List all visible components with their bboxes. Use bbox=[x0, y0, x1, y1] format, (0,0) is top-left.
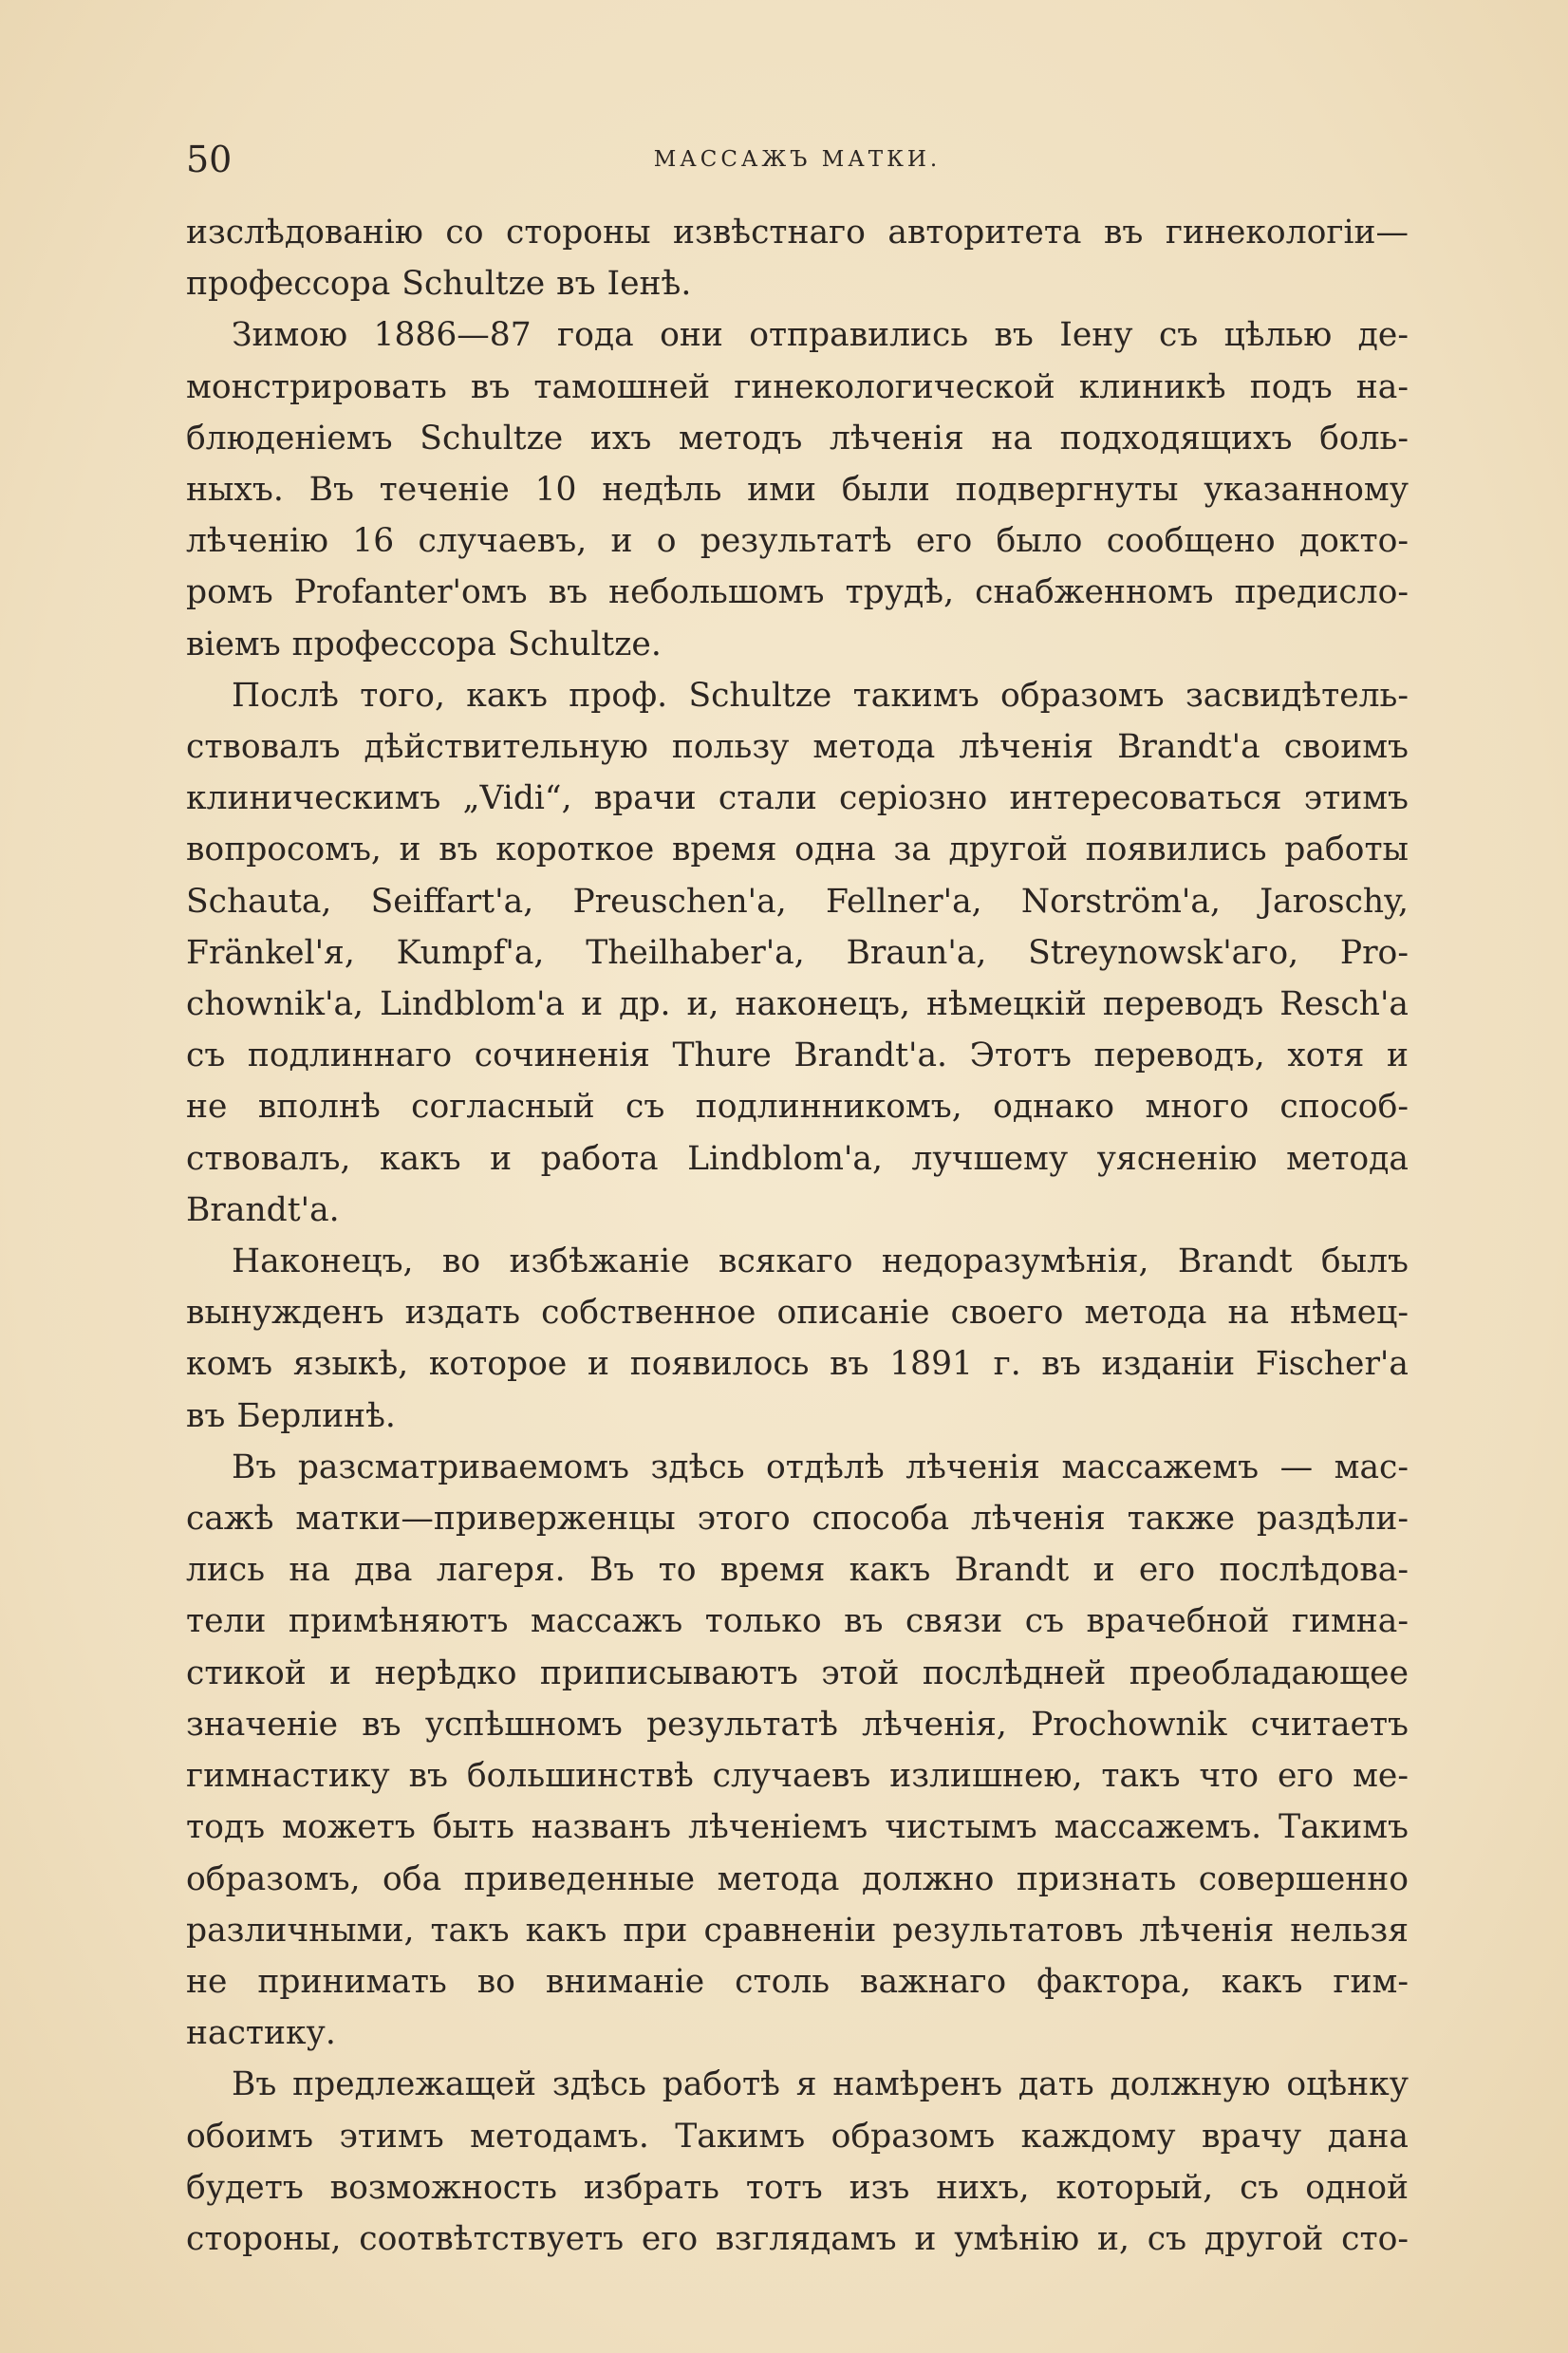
text-line: съ подлиннаго сочиненія Thure Brandt'а. Этотъ переводъ, хотя и bbox=[186, 1036, 1409, 1075]
text-line: Fränkel'я, Kumpf'а, Theilhaber'а, Braun'а, Streynowsk'аго, Pro- bbox=[186, 933, 1409, 972]
text-line: комъ языкѣ, которое и появилось въ 1891 г. въ изданіи Fischer'а bbox=[186, 1345, 1409, 1384]
running-title: МАССАЖЪ МАТКИ. bbox=[653, 147, 942, 172]
text-line: различными, такъ какъ при сравненіи результатовъ лѣченія нельзя bbox=[186, 1911, 1409, 1950]
text-line: настику. bbox=[186, 2014, 336, 2053]
text-line: ромъ Profanter'омъ въ небольшомъ трудѣ, снабженномъ предисло- bbox=[186, 573, 1409, 612]
text-line: лѣченію 16 случаевъ, и о результатѣ его было сообщено докто- bbox=[186, 522, 1409, 561]
text-line: не принимать во вниманіе столь важнаго фактора, какъ гим- bbox=[186, 1962, 1409, 2001]
text-line: лись на два лагеря. Въ то время какъ Brandt и его послѣдова- bbox=[186, 1551, 1409, 1590]
text-line: тодъ можетъ быть названъ лѣченіемъ чистымъ массажемъ. Такимъ bbox=[186, 1808, 1409, 1847]
text-line: гимнастику въ большинствѣ случаевъ излишнею, такъ что его ме- bbox=[186, 1757, 1409, 1796]
text-line: тели примѣняютъ массажъ только въ связи съ врачебной гимна- bbox=[186, 1602, 1409, 1641]
text-line: Въ предлежащей здѣсь работѣ я намѣренъ дать должную оцѣнку bbox=[232, 2065, 1409, 2104]
text-line: стикой и нерѣдко приписываютъ этой послѣдней преобладающее bbox=[186, 1653, 1409, 1692]
text-line: Brandt'а. bbox=[186, 1190, 340, 1229]
text-line: значеніе въ успѣшномъ результатѣ лѣченія, Prochownik считаетъ bbox=[186, 1705, 1409, 1744]
paragraph-4 bbox=[186, 1236, 1409, 1442]
text-line: Въ разсматриваемомъ здѣсь отдѣлѣ лѣченія массажемъ — мас- bbox=[232, 1447, 1409, 1486]
paragraph-3 bbox=[186, 670, 1409, 1236]
paragraph-2 bbox=[186, 309, 1409, 669]
text-line: не вполнѣ согласный съ подлинникомъ, однако много способ- bbox=[186, 1088, 1409, 1127]
text-line: блюденіемъ Schultze ихъ методъ лѣченія на подходящихъ боль- bbox=[186, 419, 1409, 458]
paragraph-1 bbox=[186, 207, 1409, 309]
text-line: изслѣдованію со стороны извѣстнаго авторитета въ гинекологіи— bbox=[186, 214, 1409, 252]
text-line: Schauta, Seiffart'а, Preuschen'а, Fellner'а, Norström'а, Jaroschy, bbox=[186, 882, 1409, 921]
text-line: ныхъ. Въ теченіе 10 недѣль ими были подвергнуты указанному bbox=[186, 471, 1409, 510]
text-line: образомъ, оба приведенные метода должно признать совершенно bbox=[186, 1859, 1409, 1898]
text-line: стороны, соотвѣтствуетъ его взглядамъ и умѣнію и, съ другой сто- bbox=[186, 2219, 1409, 2258]
body-text bbox=[186, 207, 1409, 2265]
text-line: профессора Schultze въ Іенѣ. bbox=[186, 265, 692, 304]
page-number: 50 bbox=[186, 139, 233, 180]
text-line: Зимою 1886—87 года они отправились въ Іену съ цѣлью де- bbox=[232, 316, 1409, 355]
text-line: Наконецъ, во избѣжаніе всякаго недоразумѣнія, Brandt былъ bbox=[232, 1242, 1409, 1281]
text-line: вопросомъ, и въ короткое время одна за другой появились работы bbox=[186, 831, 1409, 869]
text-line: вынужденъ издать собственное описаніе своего метода на нѣмец- bbox=[186, 1294, 1409, 1333]
text-line: ствовалъ дѣйствительную пользу метода лѣченія Brandt'а своимъ bbox=[186, 728, 1409, 767]
text-line: въ Берлинѣ. bbox=[186, 1396, 396, 1435]
text-line: ствовалъ, какъ и работа Lindblom'а, лучшему уясненію метода bbox=[186, 1139, 1409, 1178]
text-line: сажѣ матки—приверженцы этого способа лѣченія также раздѣли- bbox=[186, 1500, 1409, 1539]
text-line: клиническимъ „Vidi“, врачи стали серіозно интересоваться этимъ bbox=[186, 779, 1409, 818]
paragraph-5 bbox=[186, 1442, 1409, 2059]
text-line: монстрировать въ тамошней гинекологической клиникѣ подъ на- bbox=[186, 367, 1409, 406]
text-line: будетъ возможность избрать тотъ изъ нихъ, который, съ одной bbox=[186, 2168, 1409, 2207]
text-line: обоимъ этимъ методамъ. Такимъ образомъ каждому врачу дана bbox=[186, 2117, 1409, 2156]
text-line: Послѣ того, какъ проф. Schultze такимъ образомъ засвидѣтель- bbox=[232, 676, 1409, 715]
text-line: chownik'а, Lindblom'а и др. и, наконецъ, нѣмецкій переводъ Resch'а bbox=[186, 985, 1409, 1024]
paragraph-6 bbox=[186, 2059, 1409, 2265]
text-line: віемъ профессора Schultze. bbox=[186, 625, 662, 663]
page-header bbox=[186, 131, 1409, 188]
